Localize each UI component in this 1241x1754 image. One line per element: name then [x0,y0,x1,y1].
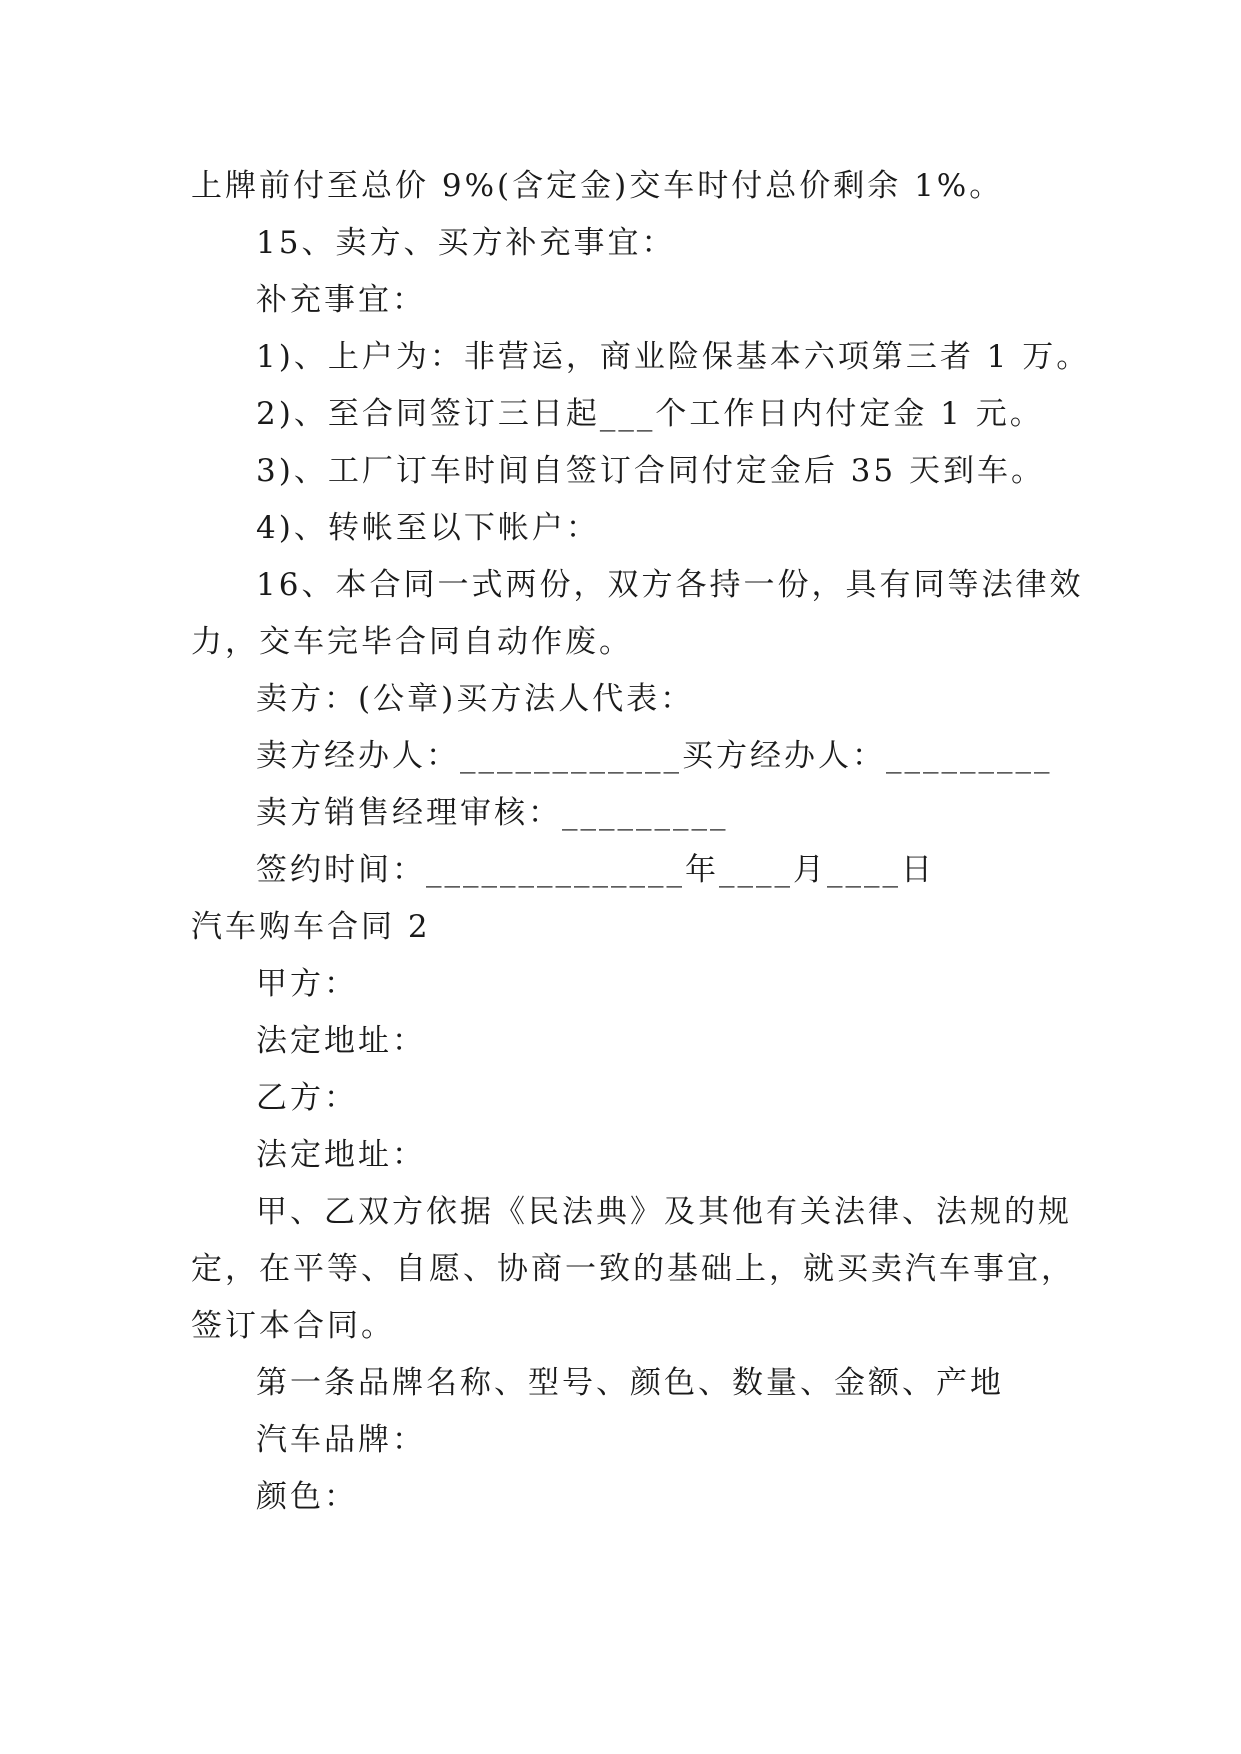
text-line: 法定地址： [256,1023,426,1059]
text-line: 15、卖方、买方补充事宜： [256,225,676,261]
text-line: 补充事宜： [256,282,426,318]
text-line: 签订本合同。 [191,1308,395,1344]
text-line: 甲、乙双方依据《民法典》及其他有关法律、法规的规 [256,1194,1072,1230]
text-line: 法定地址： [256,1137,426,1173]
text-line: 定，在平等、自愿、协商一致的基础上，就买卖汽车事宜， [191,1251,1075,1287]
text-line: 4)、转帐至以下帐户： [256,510,600,546]
text-line: 上牌前付至总价 9%(含定金)交车时付总价剩余 1%。 [191,168,1004,204]
text-line: 卖方：(公章)买方法人代表： [256,681,695,717]
text-line: 卖方销售经理审核：_________ [256,795,729,831]
section-title: 汽车购车合同 2 [191,909,431,945]
text-line: 3)、工厂订车时间自签订合同付定金后 35 天到车。 [256,453,1045,489]
text-line: 汽车品牌： [256,1422,426,1458]
text-line: 签约时间：______________年____月____日 [256,852,935,888]
text-line: 颜色： [256,1479,358,1515]
text-line: 第一条品牌名称、型号、颜色、数量、金额、产地 [256,1365,1004,1401]
text-line: 1)、上户为：非营运，商业险保基本六项第三者 1 万。 [256,339,1091,375]
text-line: 甲方： [256,966,358,1002]
text-line: 卖方经办人：____________买方经办人：_________ [256,738,1053,774]
text-line: 2)、至合同签订三日起___个工作日内付定金 1 元。 [256,396,1044,432]
text-line: 力，交车完毕合同自动作废。 [191,624,633,660]
text-line: 乙方： [256,1080,358,1116]
text-line: 16、本合同一式两份，双方各持一份，具有同等法律效 [256,567,1084,603]
